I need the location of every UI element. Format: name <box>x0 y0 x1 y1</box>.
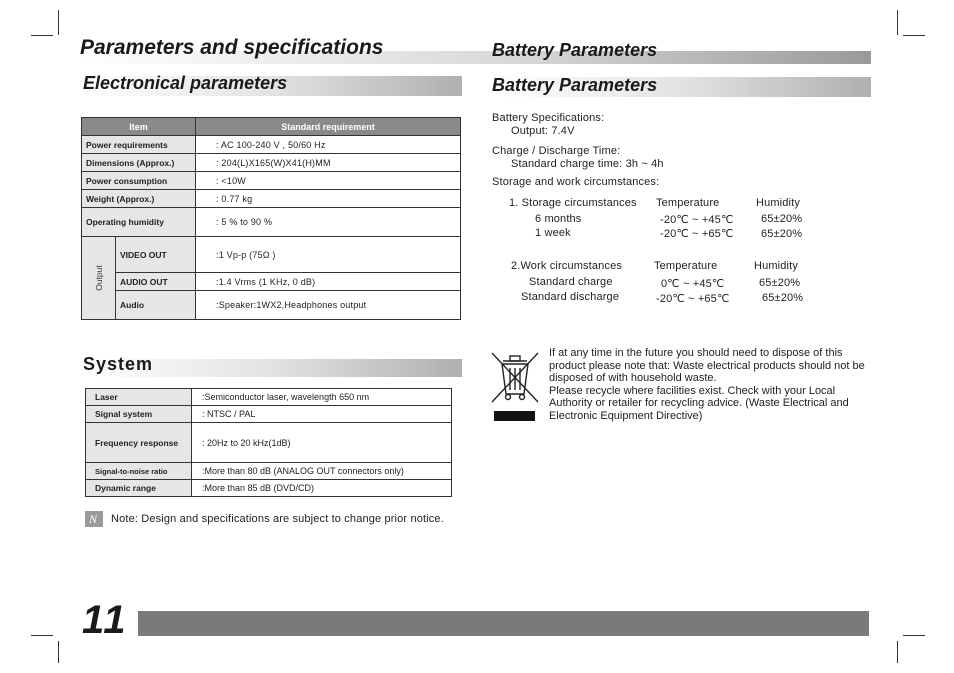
system-table <box>85 388 452 497</box>
crop-mark <box>897 10 898 35</box>
row-value: :1.4 Vrms (1 KHz, 0 dB) <box>196 273 461 291</box>
output-label: Output <box>93 265 104 291</box>
storage-row-temp: -20℃ ~ +65℃ <box>660 228 734 240</box>
row-value: : 204(L)X165(W)X41(H)MM <box>196 154 461 172</box>
electronic-section-title: Electronical parameters <box>83 73 288 93</box>
crop-mark <box>31 635 53 636</box>
crop-mark <box>903 35 925 36</box>
temperature-header: Temperature <box>654 260 718 272</box>
humidity-header: Humidity <box>754 260 798 272</box>
charge-label: Charge / Discharge Time: <box>492 145 621 157</box>
row-label: Weight (Approx.) <box>82 190 196 208</box>
row-value: : AC 100-240 V , 50/60 Hz <box>196 136 461 154</box>
row-value: :More than 80 dB (ANALOG OUT connectors only) <box>192 463 452 480</box>
note-text: Note: Design and specifications are subject to change prior notice. <box>111 513 444 525</box>
battery-output: Output: 7.4V <box>511 125 575 137</box>
recycle-paragraph-2: Please recycle where facilities exist. Check with your Local Authority or retailer for recycling advice. (Waste Electrical and Electronic Equipment Directive) <box>549 384 849 422</box>
row-label: Frequency response <box>86 423 192 463</box>
row-label: Dynamic range <box>86 480 192 497</box>
battery-header-title: Battery Parameters <box>492 40 658 60</box>
work-row-humidity: 65±20% <box>759 277 801 289</box>
row-value: :Speaker:1WX2,Headphones output <box>196 291 461 320</box>
header-item: Item <box>82 118 196 136</box>
electronic-parameters-table <box>81 117 461 320</box>
row-value: : 0.77 kg <box>196 190 461 208</box>
crop-mark <box>58 641 59 663</box>
work-row-humidity: 65±20% <box>762 292 804 304</box>
page-number: 11 <box>82 598 128 642</box>
row-value: : <10W <box>196 172 461 190</box>
row-label: Power consumption <box>82 172 196 190</box>
work-row-label: Standard discharge <box>521 291 620 303</box>
humidity-header: Humidity <box>756 197 800 209</box>
storage-row-label: 1 week <box>535 227 571 239</box>
storage-row-temp: -20℃ ~ +45℃ <box>660 214 734 226</box>
work-row-label: Standard charge <box>529 276 613 288</box>
row-label: Power requirements <box>82 136 196 154</box>
row-value: : 5 % to 90 % <box>196 208 461 237</box>
row-label: AUDIO OUT <box>116 273 196 291</box>
system-section-title: System <box>83 354 154 374</box>
page-title: Parameters and specifications <box>80 36 384 59</box>
row-label: Operating humidity <box>82 208 196 237</box>
work-heading: 2.Work circumstances <box>511 260 622 272</box>
row-label: Dimensions (Approx.) <box>82 154 196 172</box>
row-label: Signal system <box>86 406 192 423</box>
note-icon: N <box>85 511 103 527</box>
crop-mark <box>58 10 59 35</box>
row-label: Signal-to-noise ratio <box>86 463 192 480</box>
row-value: :Semiconductor laser, wavelength 650 nm <box>192 389 452 406</box>
charge-time: Standard charge time: 3h ~ 4h <box>511 158 664 170</box>
crop-mark <box>31 35 53 36</box>
battery-section-title: Battery Parameters <box>492 75 658 95</box>
row-value: :1 Vp-p (75Ω ) <box>196 237 461 273</box>
footer-bar <box>138 611 869 636</box>
storage-row-label: 6 months <box>535 213 582 225</box>
crossed-out-wheelie-bin-icon <box>490 350 540 422</box>
battery-spec-label: Battery Specifications: <box>492 112 605 124</box>
recycle-paragraph-1: If at any time in the future you should need to dispose of this product please note that: Waste electrical products should not be disposed of with household waste. <box>549 347 865 385</box>
row-label: Laser <box>86 389 192 406</box>
recycle-notice <box>549 347 873 423</box>
storage-heading: 1. Storage circumstances <box>509 197 637 209</box>
row-value: : 20Hz to 20 kHz(1dB) <box>192 423 452 463</box>
row-value: :More than 85 dB (DVD/CD) <box>192 480 452 497</box>
output-group-cell <box>82 237 116 320</box>
header-requirement: Standard requirement <box>196 118 461 136</box>
storage-label: Storage and work circumstances: <box>492 176 660 188</box>
row-label: Audio <box>116 291 196 320</box>
crop-mark <box>897 641 898 663</box>
row-value: : NTSC / PAL <box>192 406 452 423</box>
crop-mark <box>903 635 925 636</box>
work-row-temp: -20℃ ~ +65℃ <box>656 293 730 305</box>
work-row-temp: 0℃ ~ +45℃ <box>661 278 725 290</box>
storage-row-humidity: 65±20% <box>761 213 803 225</box>
temperature-header: Temperature <box>656 197 720 209</box>
storage-row-humidity: 65±20% <box>761 228 803 240</box>
row-label: VIDEO OUT <box>116 237 196 273</box>
